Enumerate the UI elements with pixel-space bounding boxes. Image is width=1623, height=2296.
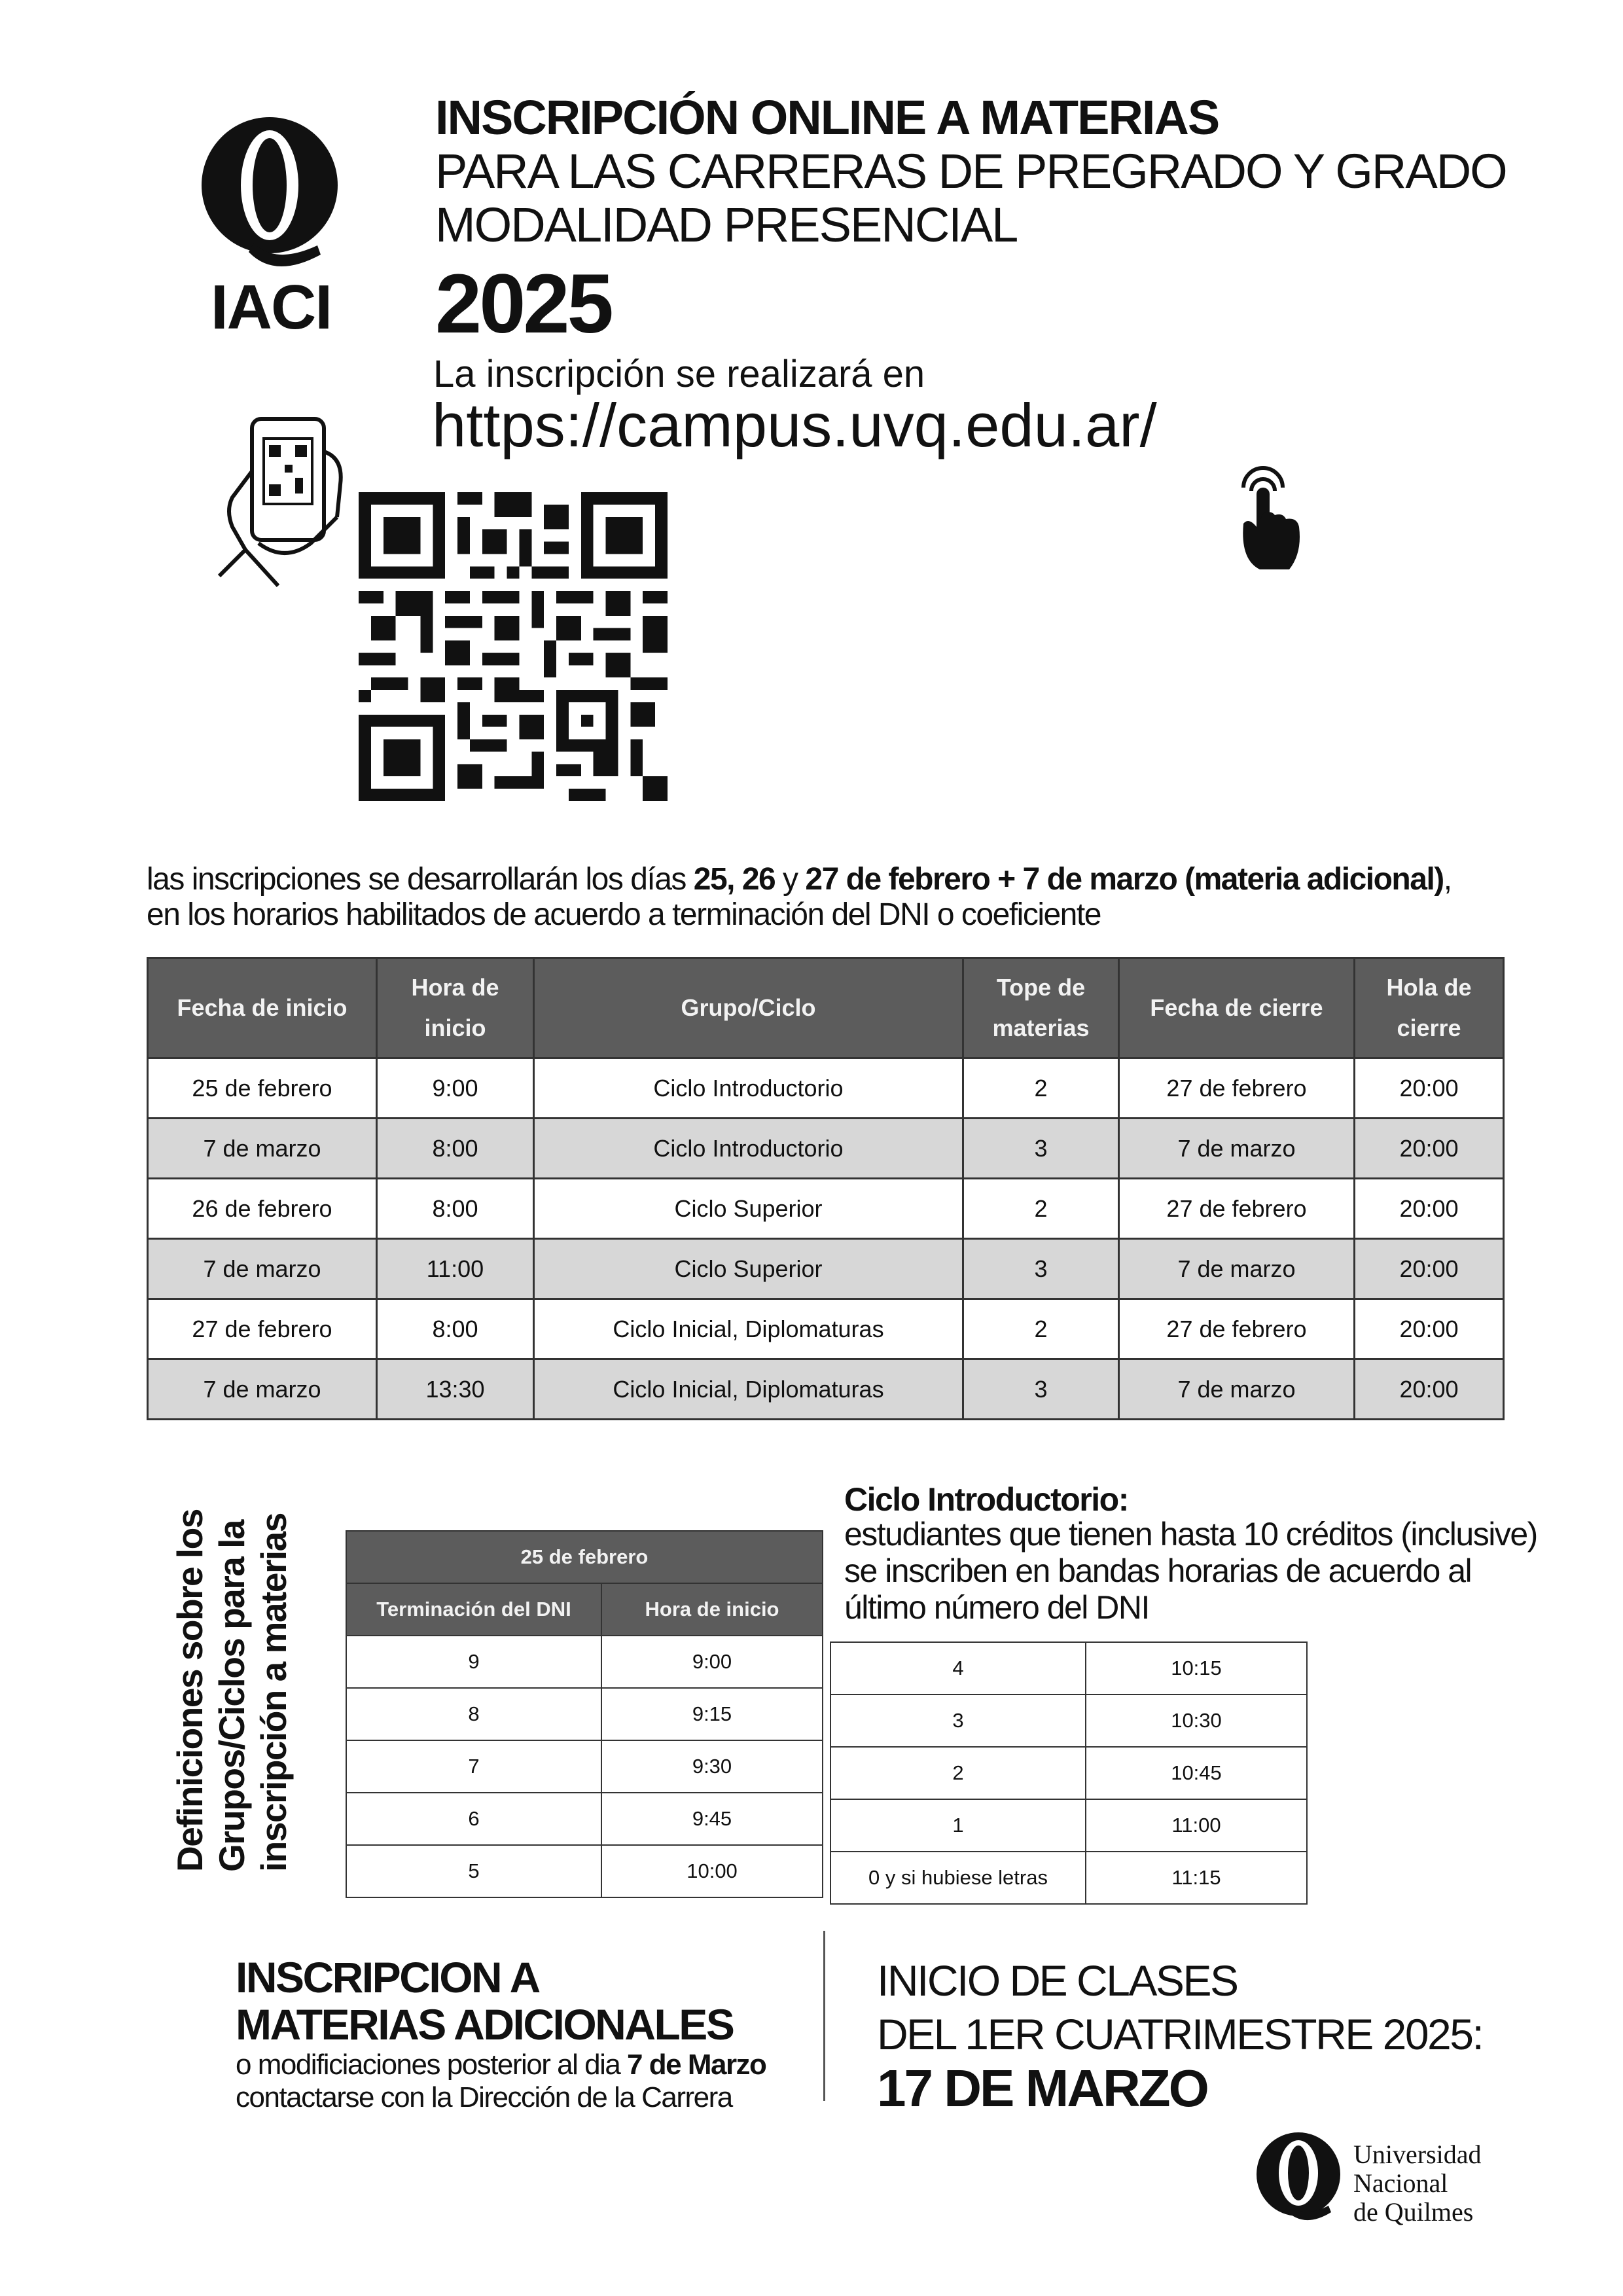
footer-divider (823, 1931, 825, 2101)
table-cell: Ciclo Inicial, Diplomaturas (534, 1359, 963, 1420)
campus-url[interactable]: https://campus.uvq.edu.ar/ (432, 391, 1157, 459)
table-cell: 11:00 (377, 1239, 534, 1299)
table-row (830, 1852, 1307, 1904)
table-cell: 27 de febrero (1119, 1058, 1355, 1119)
table-cell: 26 de febrero (148, 1179, 377, 1239)
table-cell: 2 (830, 1747, 1086, 1799)
table-cell: 3 (963, 1119, 1119, 1179)
header-tope-materias: Tope de materias (963, 958, 1119, 1058)
header-fecha-inicio: Fecha de inicio (148, 958, 377, 1058)
table-cell: 27 de febrero (1119, 1179, 1355, 1239)
table-row (830, 1642, 1307, 1695)
table-cell: 13:30 (377, 1359, 534, 1420)
inicio-clases-line-2: DEL 1ER CUATRIMESTRE 2025: (877, 2010, 1483, 2058)
ciclo-introductorio-description: estudiantes que tienen hasta 10 créditos (inclusive) se inscriben en bandas horarias de acuerdo al último número del DNI (844, 1516, 1537, 1626)
table-cell: 3 (830, 1695, 1086, 1747)
table-cell: 25 de febrero (148, 1058, 377, 1119)
table-row (148, 1239, 1504, 1299)
table-row (148, 1299, 1504, 1359)
table-cell: Ciclo Superior (534, 1239, 963, 1299)
dni-date-header: 25 de febrero (346, 1531, 823, 1583)
footer-adicionales-note: o modificiaciones posterior al dia 7 de Marzo contactarse con la Dirección de la Carrera (236, 2049, 766, 2113)
table-row (346, 1688, 823, 1740)
table-cell: 27 de febrero (148, 1299, 377, 1359)
table-cell: 7 de marzo (148, 1119, 377, 1179)
unq-q-icon (1255, 2127, 1344, 2225)
title-line-2: PARA LAS CARRERAS DE PREGRADO Y GRADO (435, 144, 1507, 198)
table-cell: 9:00 (601, 1636, 823, 1688)
inicio-clases-date: 17 DE MARZO (877, 2059, 1207, 2117)
header-fecha-cierre: Fecha de cierre (1119, 958, 1355, 1058)
table-row (346, 1740, 823, 1793)
table-cell: 20:00 (1355, 1058, 1504, 1119)
table-cell: 10:30 (1086, 1695, 1307, 1747)
table-cell: 8:00 (377, 1299, 534, 1359)
dates-paragraph-line-2: en los horarios habilitados de acuerdo a terminación del DNI o coeficiente (147, 897, 1101, 932)
table-cell: 4 (830, 1642, 1086, 1695)
phone-scan-icon (213, 412, 350, 589)
table-cell: 20:00 (1355, 1299, 1504, 1359)
table-cell: 27 de febrero (1119, 1299, 1355, 1359)
table-cell: 7 de marzo (1119, 1359, 1355, 1420)
table-row (830, 1799, 1307, 1852)
ciclo-introductorio-title: Ciclo Introductorio: (844, 1481, 1128, 1518)
iaci-logo-text: IACI (211, 272, 331, 342)
table-cell: 7 de marzo (1119, 1119, 1355, 1179)
q-logo-icon (196, 115, 347, 278)
table-cell: Ciclo Superior (534, 1179, 963, 1239)
dates-paragraph: las inscripciones se desarrollarán los días 25, 26 y 27 de febrero + 7 de marzo (materia adicional), (147, 862, 1452, 897)
table-cell: 9:45 (601, 1793, 823, 1845)
table-cell: 7 de marzo (148, 1239, 377, 1299)
table-cell: 20:00 (1355, 1359, 1504, 1420)
table-cell: 8:00 (377, 1119, 534, 1179)
table-cell: 10:45 (1086, 1747, 1307, 1799)
table-cell: 10:00 (601, 1845, 823, 1897)
header-hora-inicio: Hora de inicio (377, 958, 534, 1058)
table-cell: Ciclo Introductorio (534, 1119, 963, 1179)
inicio-clases-line-1: INICIO DE CLASES (877, 1956, 1238, 2005)
table-cell: 3 (963, 1359, 1119, 1420)
table-cell: 2 (963, 1299, 1119, 1359)
table-cell: 2 (963, 1179, 1119, 1239)
table-cell: 8:00 (377, 1179, 534, 1239)
footer-adicionales-title: INSCRIPCION A MATERIAS ADICIONALES (236, 1953, 734, 2049)
header-hora-inicio-dni: Hora de inicio (601, 1583, 823, 1636)
unq-logo (1255, 2127, 1517, 2232)
table-cell: 8 (346, 1688, 601, 1740)
table-cell: 11:00 (1086, 1799, 1307, 1852)
table-row (148, 1119, 1504, 1179)
table-cell: 9:15 (601, 1688, 823, 1740)
table-cell: 9 (346, 1636, 601, 1688)
header-hora-cierre: Hola de cierre (1355, 958, 1504, 1058)
table-row (830, 1747, 1307, 1799)
table-cell: Ciclo Introductorio (534, 1058, 963, 1119)
table-row (346, 1793, 823, 1845)
table-row (346, 1845, 823, 1897)
title-line-3: MODALIDAD PRESENCIAL (435, 198, 1018, 252)
definitions-vertical-label: Definiciones sobre los Grupos/Ciclos para la inscripción a materias (169, 1509, 294, 1872)
iaci-logo (196, 115, 347, 342)
table-cell: 20:00 (1355, 1239, 1504, 1299)
header-grupo-ciclo: Grupo/Ciclo (534, 958, 963, 1058)
dni-table-left (346, 1530, 823, 1898)
table-cell: 20:00 (1355, 1179, 1504, 1239)
table-row (830, 1695, 1307, 1747)
qr-code[interactable] (359, 492, 668, 801)
pointer-hand-icon (1224, 461, 1309, 573)
table-cell: Ciclo Inicial, Diplomaturas (534, 1299, 963, 1359)
year: 2025 (435, 257, 611, 351)
table-cell: 5 (346, 1845, 601, 1897)
table-row (346, 1636, 823, 1688)
table-cell: 7 de marzo (148, 1359, 377, 1420)
table-cell: 11:15 (1086, 1852, 1307, 1904)
table-cell: 20:00 (1355, 1119, 1504, 1179)
table-cell: 6 (346, 1793, 601, 1845)
intro-text: La inscripción se realizará en (433, 353, 925, 395)
table-cell: 9:30 (601, 1740, 823, 1793)
schedule-table (147, 957, 1505, 1420)
table-row (148, 1359, 1504, 1420)
table-row (148, 1179, 1504, 1239)
table-cell: 10:15 (1086, 1642, 1307, 1695)
table-cell: 2 (963, 1058, 1119, 1119)
table-cell: 3 (963, 1239, 1119, 1299)
table-cell: 7 de marzo (1119, 1239, 1355, 1299)
table-cell: 7 (346, 1740, 601, 1793)
unq-name: Universidad Nacional de Quilmes (1353, 2140, 1482, 2227)
table-cell: 9:00 (377, 1058, 534, 1119)
table-row (148, 1058, 1504, 1119)
table-cell: 0 y si hubiese letras (830, 1852, 1086, 1904)
table-cell: 1 (830, 1799, 1086, 1852)
header-terminacion-dni: Terminación del DNI (346, 1583, 601, 1636)
page-title: INSCRIPCIÓN ONLINE A MATERIAS (435, 90, 1219, 145)
table-header-row (148, 958, 1504, 1058)
dni-table-right (830, 1641, 1308, 1905)
